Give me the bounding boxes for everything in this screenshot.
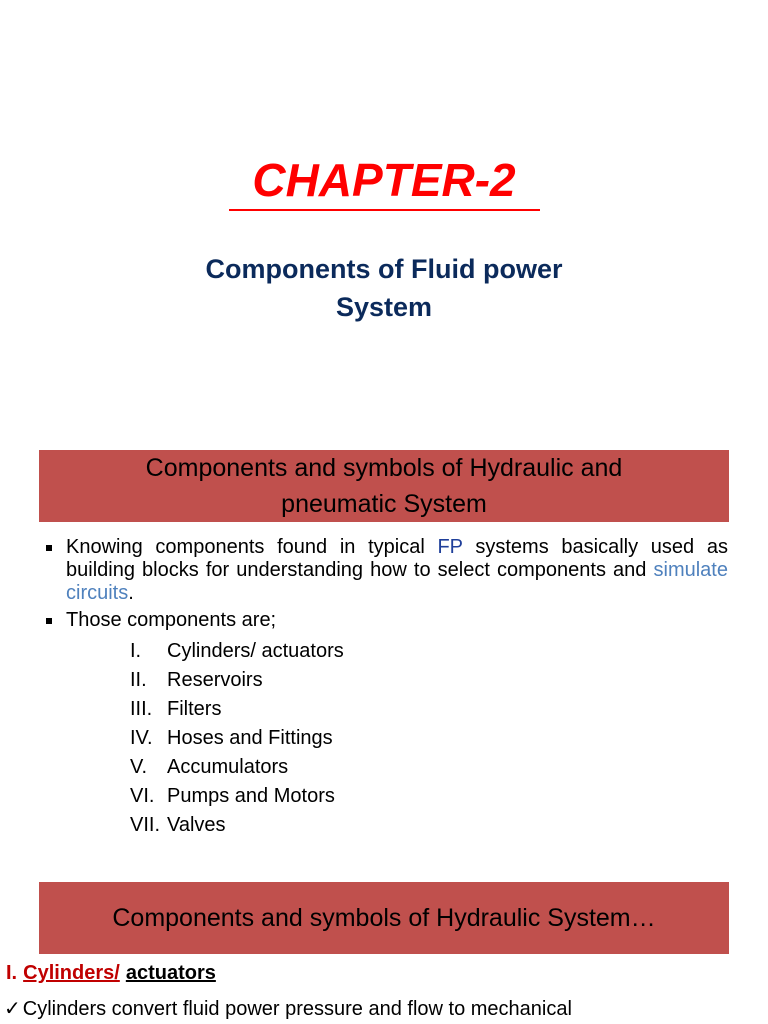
list-label: Pumps and Motors <box>167 785 335 807</box>
chapter-title: CHAPTER-2 <box>252 154 516 206</box>
list-numeral: IV. <box>130 727 153 749</box>
subtitle-line-2: System <box>335 292 433 322</box>
banner-line-2: pneumatic System <box>281 490 487 518</box>
square-bullet-icon <box>46 545 52 551</box>
banner-line-1: Components and symbols of Hydraulic and <box>145 454 623 482</box>
list-numeral: II. <box>130 669 147 691</box>
list-label: Filters <box>167 698 222 720</box>
section-banner-hydraulic: Components and symbols of Hydraulic System… <box>39 882 729 954</box>
section-banner-hydraulic-pneumatic <box>39 450 729 522</box>
list-item <box>130 696 344 725</box>
list-item <box>130 783 344 812</box>
check-icon: ✓ <box>4 998 21 1020</box>
list-item <box>130 725 344 754</box>
square-bullet-icon <box>46 618 52 624</box>
chapter-title-underline <box>229 209 540 211</box>
bullet-knowing-components <box>46 536 728 605</box>
list-numeral: I. <box>130 640 142 662</box>
chapter-subtitle <box>0 250 768 326</box>
list-item <box>130 638 344 667</box>
list-label: Cylinders/ actuators <box>167 640 344 662</box>
fp-abbreviation: FP <box>437 536 463 558</box>
section-heading-part-2: actuators <box>125 962 216 984</box>
bullet-text-part: Knowing components found in typical <box>66 536 438 558</box>
bullet-text <box>66 536 728 605</box>
list-label: Reservoirs <box>167 669 263 691</box>
bullet-text-end: . <box>128 582 134 604</box>
bullet-those-components <box>46 609 728 632</box>
list-label: Valves <box>167 814 226 836</box>
list-numeral: III. <box>130 698 153 720</box>
list-item <box>130 754 344 783</box>
list-item <box>130 667 344 696</box>
list-numeral: V. <box>130 756 148 778</box>
section-numeral: I. <box>6 962 18 984</box>
list-label: Hoses and Fittings <box>167 727 333 749</box>
subtitle-line-1: Components of Fluid power <box>205 254 563 284</box>
section-heading-part-1: Cylinders/ <box>23 962 120 984</box>
simulate-circuits-link[interactable]: simulate circuits <box>66 559 728 604</box>
section-heading-cylinders <box>6 960 216 986</box>
bullet-text: Those components are; <box>66 609 277 631</box>
list-item <box>130 812 344 841</box>
components-list <box>130 638 344 841</box>
check-bullet-text: Cylinders convert fluid power pressure and flow to mechanical <box>22 998 572 1020</box>
list-numeral: VII. <box>130 814 161 836</box>
bullet-text-part: systems basically used as building blocks for understanding how to select components and <box>66 536 728 581</box>
list-numeral: VI. <box>130 785 155 807</box>
list-label: Accumulators <box>167 756 289 778</box>
check-bullet <box>4 996 744 1022</box>
